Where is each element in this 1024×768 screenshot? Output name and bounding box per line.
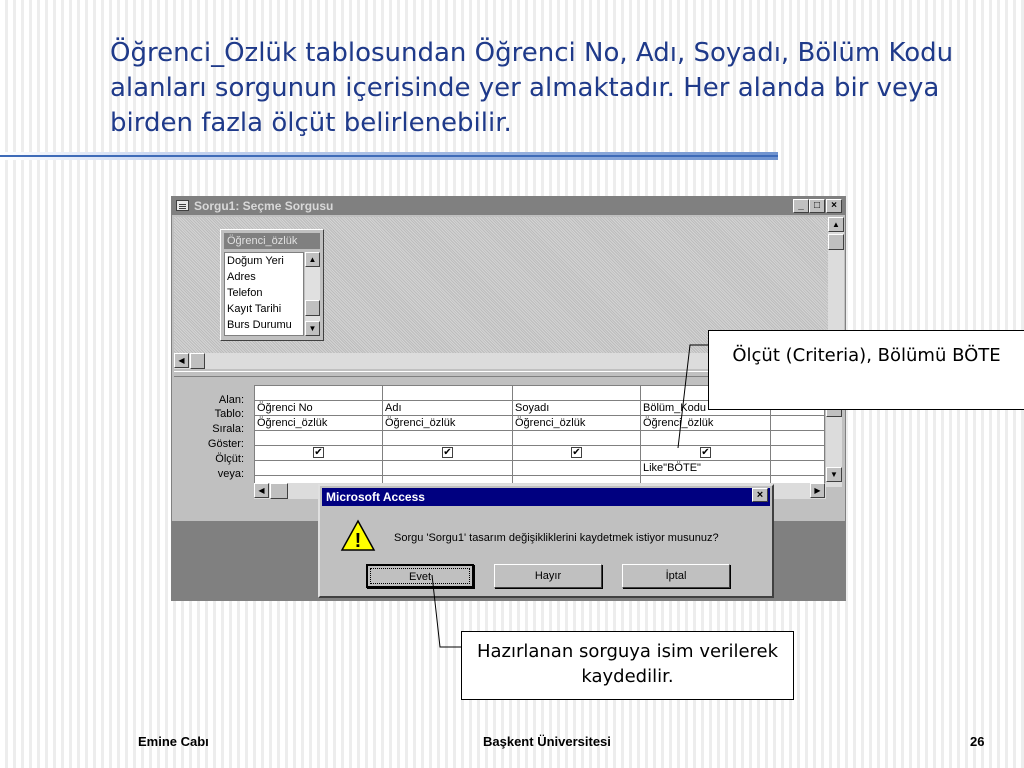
grid-cell-field[interactable]: Bölüm_Kodu — [641, 401, 771, 416]
grid-cell-field[interactable] — [383, 386, 513, 401]
grid-cell-show — [383, 446, 513, 461]
scroll-thumb[interactable] — [305, 300, 320, 316]
scroll-up-arrow-icon[interactable]: ▲ — [828, 217, 844, 232]
footer-page-number: 26 — [970, 734, 985, 749]
dialog-title[interactable]: Microsoft Access — [322, 488, 770, 506]
save-changes-dialog[interactable] — [318, 484, 774, 598]
slide-title: Öğrenci_Özlük tablosundan Öğrenci No, Adı, Soyadı, Bölüm Kodu alanları sorgunun içerisinde yer almaktadır. Her alanda bir veya birden fazla ölçüt belirlenebilir. — [110, 38, 954, 138]
field-list-item[interactable]: Doğum Yeri — [227, 255, 284, 267]
grid-row-label-table: Tablo: — [214, 408, 244, 420]
grid-cell-empty[interactable] — [771, 461, 825, 476]
grid-cell-empty[interactable] — [771, 431, 825, 446]
show-checkbox[interactable]: ✔ — [314, 447, 323, 459]
scroll-left-arrow-icon[interactable]: ◀ — [174, 353, 189, 368]
grid-cell-criteria[interactable] — [255, 461, 383, 476]
grid-cell-criteria[interactable]: Like"BÖTE" — [641, 461, 771, 476]
grid-cell-empty[interactable] — [771, 446, 825, 461]
grid-cell-field[interactable]: Soyadı — [513, 401, 641, 416]
title-divider — [0, 152, 778, 160]
field-list-item[interactable]: Burs Durumu — [227, 319, 292, 331]
save-callout: Hazırlanan sorguya isim verilerek kaydedilir. — [461, 631, 794, 700]
grid-cell-table[interactable]: Öğrenci_özlük — [641, 416, 771, 431]
query-window-icon — [176, 200, 189, 211]
scroll-down-arrow-icon[interactable]: ▼ — [826, 467, 842, 482]
grid-cell-table[interactable]: Öğrenci_özlük — [513, 416, 641, 431]
minimize-button[interactable]: _ — [793, 199, 809, 213]
close-window-button[interactable]: × — [826, 199, 842, 213]
field-list-scrollbar[interactable] — [305, 252, 320, 336]
grid-cell-table[interactable]: Öğrenci_özlük — [383, 416, 513, 431]
dialog-message: Sorgu 'Sorgu1' tasarım değişikliklerini kaydetmek istiyor musunuz? — [394, 532, 719, 544]
grid-cell-show — [513, 446, 641, 461]
yes-button[interactable]: Evet — [366, 564, 474, 588]
window-title: Sorgu1: Seçme Sorgusu — [194, 199, 334, 213]
grid-row-label-field: Alan: — [218, 394, 244, 406]
maximize-button[interactable]: □ — [809, 199, 825, 213]
cancel-button[interactable]: İptal — [622, 564, 730, 588]
grid-cell-sort[interactable] — [641, 431, 771, 446]
scroll-thumb[interactable] — [828, 234, 844, 250]
field-list-item[interactable]: Kayıt Tarihi — [227, 303, 282, 315]
table-row — [255, 431, 825, 446]
grid-cell-sort[interactable] — [513, 431, 641, 446]
grid-row-label-sort: Sırala: — [212, 423, 244, 435]
field-list-item[interactable]: Telefon — [227, 287, 263, 299]
criteria-callout: Ölçüt (Criteria), Bölümü BÖTE — [708, 330, 1024, 410]
footer-author: Emine Cabı — [138, 734, 209, 749]
grid-cell-sort[interactable] — [383, 431, 513, 446]
grid-cell-table[interactable]: Öğrenci_özlük — [255, 416, 383, 431]
grid-row-label-show: Göster: — [207, 438, 244, 450]
show-checkbox[interactable]: ✔ — [701, 447, 710, 459]
table-row — [255, 416, 825, 431]
field-list-title[interactable]: Öğrenci_özlük — [224, 233, 320, 249]
scroll-down-arrow-icon[interactable]: ▼ — [305, 321, 320, 336]
scroll-left-arrow-icon[interactable]: ◀ — [254, 483, 269, 498]
table-row — [255, 446, 825, 461]
grid-row-label-or: veya: — [217, 468, 244, 480]
table-row — [255, 461, 825, 476]
grid-cell-field[interactable] — [255, 386, 383, 401]
grid-cell-show — [641, 446, 771, 461]
warning-symbol: ! — [354, 530, 362, 552]
scroll-right-arrow-icon[interactable]: ▶ — [810, 483, 825, 498]
no-button[interactable]: Hayır — [494, 564, 602, 588]
show-checkbox[interactable]: ✔ — [572, 447, 581, 459]
window-titlebar[interactable] — [172, 197, 845, 215]
scroll-thumb[interactable] — [190, 353, 205, 369]
grid-cell-criteria[interactable] — [383, 461, 513, 476]
dialog-close-button[interactable]: × — [752, 488, 768, 502]
field-list-item[interactable]: Adres — [227, 271, 256, 283]
grid-cell-field[interactable]: Öğrenci No — [255, 401, 383, 416]
footer-institution: Başkent Üniversitesi — [483, 734, 611, 749]
grid-cell-sort[interactable] — [255, 431, 383, 446]
scroll-thumb[interactable] — [270, 483, 288, 499]
field-list-body — [224, 252, 304, 336]
scroll-up-arrow-icon[interactable]: ▲ — [305, 252, 320, 267]
grid-cell-criteria[interactable] — [513, 461, 641, 476]
grid-cell-empty[interactable] — [771, 416, 825, 431]
grid-row-label-criteria: Ölçüt: — [215, 453, 244, 465]
show-checkbox[interactable]: ✔ — [443, 447, 452, 459]
grid-cell-show — [255, 446, 383, 461]
grid-cell-field[interactable]: Adı — [383, 401, 513, 416]
grid-cell-field[interactable] — [513, 386, 641, 401]
warning-icon — [340, 518, 376, 554]
field-list-ogrenci-ozluk[interactable] — [220, 229, 324, 341]
